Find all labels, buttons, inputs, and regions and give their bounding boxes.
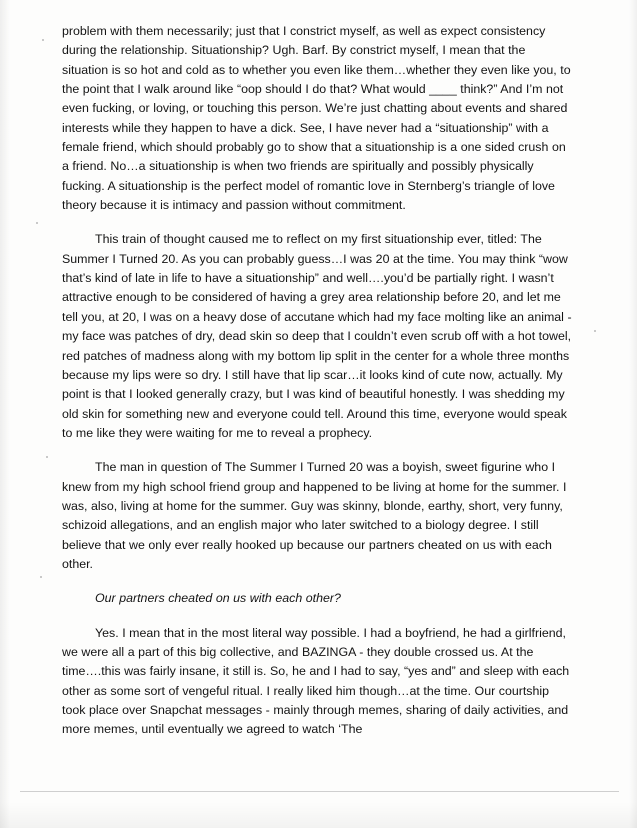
paragraph: problem with them necessarily; just that I constrict myself, as well as expect consistency during the relationship. Situationship? Ugh. Barf. By constrict myself, I mean that the situation is so hot and cold as to whether you even like them…whether they even like you, to the point that I walk around like “oop should I do that? What would ____ think?” And I’m not even fucking, or loving, or touching this person. We’re just chatting about events and shared interests while they happen to have a dick. See, I have never had a “situationship” with a female friend, which should probably go to show that a situationship is a one sided crush on a friend. No…a situationship is when two friends are spiritually and possibly physically fucking. A situationship is the perfect model of romantic love in Sternberg’s triangle of love theory because it is intimacy and passion without commitment. xyxy=(62,24,571,213)
scan-speckle xyxy=(40,576,42,578)
paragraph: Yes. I mean that in the most literal way possible. I had a boyfriend, he had a girlfriend, we were all a part of this big collective, and BAZINGA - they double crossed us. At the time….this was fairly insane, it still is. So, he and I had to say, “yes and” and sleep with each other as some sort of vengeful ritual. I really liked him though…at the time. Our courtship took place over Snapchat messages - mainly through memes, sharing of daily activities, and more memes, until eventually we agreed to watch ‘The xyxy=(62,625,570,737)
paragraph: The man in question of The Summer I Turned 20 was a boyish, sweet figurine who I knew from my high school friend group and happened to be living at home for the summer. I was, also, living at home for the summer. Guy was skinny, blonde, earthy, short, very funny, schizoid allegations, and an english major who later switched to a biology degree. I still believe that we only ever really hooked up because our partners cheated on us with each other. xyxy=(62,460,567,571)
document-text-body xyxy=(62,22,574,755)
page-bottom-divider xyxy=(20,791,619,792)
scan-speckle xyxy=(36,222,38,224)
paragraph-italic-question: Our partners cheated on us with each other? xyxy=(95,591,341,606)
scan-speckle xyxy=(46,456,48,458)
scan-speckle xyxy=(594,330,596,332)
scan-speckle xyxy=(42,39,44,41)
paragraph: This train of thought caused me to reflect on my first situationship ever, titled: The Summer I Turned 20. As you can probably guess…I was 20 at the time. You may think “wow that’s kind of late in life to have a situationship” and well….you’d be partially right. I wasn’t attractive enough to be considered of having a grey area relationship before 20, and let me tell you, at 20, I was on a heavy dose of accutane which had my face molting like an animal - my face was patches of dry, dead skin so deep that I couldn’t even scrub off with a hot towel, red patches of madness along with my bottom lip split in the center for a whole three months because my lips were so dry. I still have that lip scar…it looks kind of cute now, actually. My point is that I looked generally crazy, but I was kind of beautiful honestly. I was shedding my old skin for something new and everyone could tell. Around this time, everyone would speak to me like they were waiting for me to reveal a prophecy. xyxy=(62,232,572,440)
page-bottom-shading xyxy=(0,802,637,828)
